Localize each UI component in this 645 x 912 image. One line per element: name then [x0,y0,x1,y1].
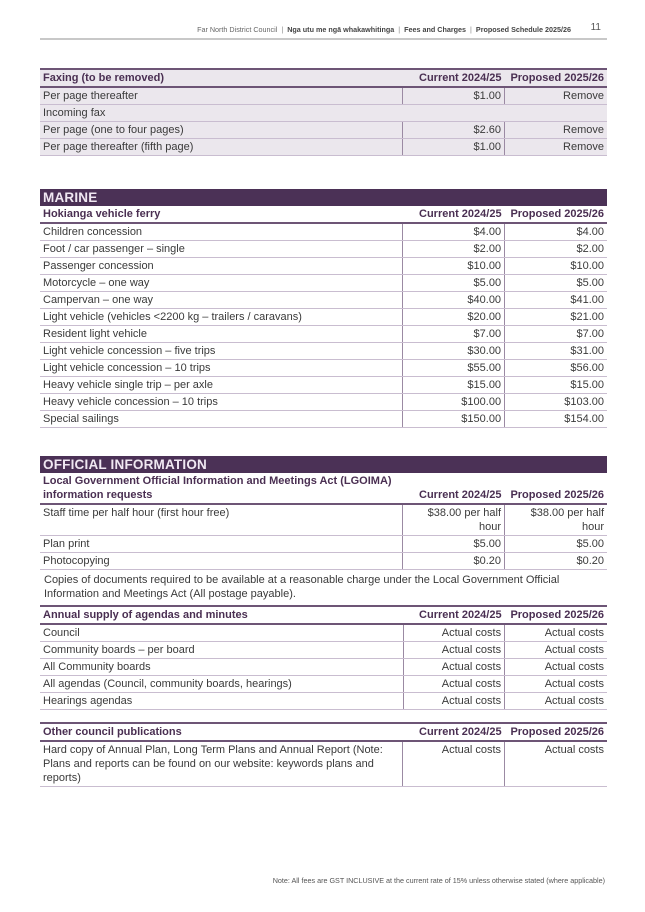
row-current: $20.00 [403,309,505,326]
table-row [40,741,607,787]
row-label: Light vehicle (vehicles <2200 kg – trailers / caravans) [40,309,403,326]
faxing-title: Faxing (to be removed) [40,69,403,87]
marine-title: Hokianga vehicle ferry [40,206,403,223]
row-label: All agendas (Council, community boards, hearings) [40,676,403,693]
table-header [40,606,607,624]
table-row [40,659,607,676]
row-label: Campervan – one way [40,292,403,309]
page-number: 11 [590,22,601,33]
column-proposed: Proposed 2025/26 [505,473,607,504]
row-proposed: $21.00 [505,309,607,326]
table-row [40,326,607,343]
row-proposed: $0.20 [505,553,607,570]
row-proposed: Actual costs [505,642,607,659]
table-row [40,676,607,693]
row-proposed: Actual costs [505,659,607,676]
table-header [40,206,607,223]
row-proposed: $10.00 [505,258,607,275]
lgoima-note: Copies of documents required to be available at a reasonable charge under the Local Government Official Information and Meetings Act (All postage payable). [44,574,560,600]
row-label: Staff time per half hour (first hour free) [40,504,403,536]
table-row [40,309,607,326]
row-proposed: $38.00 per half hour [505,504,607,536]
column-current: Current 2024/25 [403,723,505,741]
table-row [40,642,607,659]
row-label: Motorcycle – one way [40,275,403,292]
gst-footer-note: Note: All fees are GST INCLUSIVE at the current rate of 15% unless otherwise stated (where applicable) [272,876,605,885]
row-current: $38.00 per half hour [403,504,505,536]
row-current: $7.00 [403,326,505,343]
table-row [40,343,607,360]
column-current: Current 2024/25 [403,473,505,504]
table-row [40,624,607,642]
breadcrumb-document: Fees and Charges [404,25,467,34]
breadcrumb-organization: Far North District Council [197,25,278,34]
row-proposed: $5.00 [505,275,607,292]
table-row [40,139,607,156]
row-label: Hearings agendas [40,693,403,710]
table-row [40,536,607,553]
column-proposed: Proposed 2025/26 [505,69,607,87]
row-proposed: Actual costs [505,676,607,693]
agendas-title: Annual supply of agendas and minutes [40,606,403,624]
row-label: Heavy vehicle concession – 10 trips [40,394,403,411]
table-row [40,394,607,411]
row-current: $5.00 [403,536,505,553]
row-current: Actual costs [403,693,505,710]
row-label: Children concession [40,223,403,241]
row-proposed: $103.00 [505,394,607,411]
breadcrumb-separator: | [281,25,284,34]
table-row [40,360,607,377]
row-current: Actual costs [403,642,505,659]
row-current: $4.00 [403,223,505,241]
row-label: Special sailings [40,411,403,428]
row-label: Light vehicle concession – five trips [40,343,403,360]
row-current: Actual costs [403,659,505,676]
row-label: Photocopying [40,553,403,570]
table-row [40,275,607,292]
table-row [40,693,607,710]
row-proposed: Remove [505,87,607,105]
row-current: $2.00 [403,241,505,258]
row-current: $55.00 [403,360,505,377]
row-current: $100.00 [403,394,505,411]
row-current: $30.00 [403,343,505,360]
row-label: Light vehicle concession – 10 trips [40,360,403,377]
lgoima-title-line1: Local Government Official Information and Meetings Act (LGOIMA) [43,475,392,487]
table-row [40,504,607,536]
row-proposed: $4.00 [505,223,607,241]
row-label: Per page (one to four pages) [40,122,403,139]
column-current: Current 2024/25 [403,206,505,223]
row-current: $5.00 [403,275,505,292]
table-subheading-row [40,105,607,122]
table-row [40,241,607,258]
column-proposed: Proposed 2025/26 [505,206,607,223]
row-proposed: $7.00 [505,326,607,343]
row-proposed: Remove [505,122,607,139]
row-proposed: $41.00 [505,292,607,309]
agendas-table [40,605,607,710]
row-current: $0.20 [403,553,505,570]
table-row [40,377,607,394]
column-proposed: Proposed 2025/26 [505,606,607,624]
row-subheading: Incoming fax [40,105,607,122]
row-current: $10.00 [403,258,505,275]
row-current: Actual costs [403,624,505,642]
column-current: Current 2024/25 [403,606,505,624]
row-label: Resident light vehicle [40,326,403,343]
row-label: Passenger concession [40,258,403,275]
row-label: Council [40,624,403,642]
row-current: Actual costs [403,676,505,693]
table-header [40,69,607,87]
row-proposed: Actual costs [505,741,607,787]
faxing-table [40,68,607,156]
page-header [40,22,607,40]
row-proposed: Actual costs [505,624,607,642]
breadcrumb-separator: | [398,25,401,34]
row-proposed: Remove [505,139,607,156]
official-information-table [40,456,607,604]
row-proposed: $31.00 [505,343,607,360]
row-proposed: $56.00 [505,360,607,377]
table-row [40,223,607,241]
table-row [40,122,607,139]
column-proposed: Proposed 2025/26 [505,723,607,741]
section-title-official-information: OFFICIAL INFORMATION [40,456,607,473]
row-label: All Community boards [40,659,403,676]
table-row [40,258,607,275]
publications-title: Other council publications [40,723,403,741]
row-label: Foot / car passenger – single [40,241,403,258]
table-header [40,723,607,741]
row-proposed: $5.00 [505,536,607,553]
row-current: $150.00 [403,411,505,428]
lgoima-title-line2: information requests [43,489,153,501]
lgoima-title [40,473,403,504]
row-label: Heavy vehicle single trip – per axle [40,377,403,394]
row-proposed: Actual costs [505,693,607,710]
column-current: Current 2024/25 [403,69,505,87]
row-proposed: $2.00 [505,241,607,258]
row-current: $40.00 [403,292,505,309]
row-label: Per page thereafter (fifth page) [40,139,403,156]
breadcrumb-separator: | [470,25,472,34]
section-title-marine: MARINE [40,189,607,206]
row-current: $2.60 [403,122,505,139]
table-header [40,473,607,504]
publications-table [40,722,607,787]
row-proposed: $154.00 [505,411,607,428]
row-label: Hard copy of Annual Plan, Long Term Plans and Annual Report (Note: Plans and reports can be found on our website: keywords plans and reports) [40,741,403,787]
table-row [40,87,607,105]
row-current: $1.00 [403,139,505,156]
row-label: Community boards – per board [40,642,403,659]
row-label: Plan print [40,536,403,553]
table-row [40,553,607,570]
row-current: Actual costs [403,741,505,787]
breadcrumb-schedule: Proposed Schedule 2025/26 [475,25,571,34]
table-row [40,292,607,309]
marine-table [40,189,607,428]
section-bar-row [40,456,607,473]
note-row [40,570,607,605]
row-label: Per page thereafter [40,87,403,105]
row-current: $15.00 [403,377,505,394]
table-row [40,411,607,428]
row-proposed: $15.00 [505,377,607,394]
breadcrumb [197,25,571,34]
breadcrumb-subtitle: Nga utu me ngā whakawhitinga [287,25,395,34]
section-bar-row [40,189,607,206]
row-current: $1.00 [403,87,505,105]
